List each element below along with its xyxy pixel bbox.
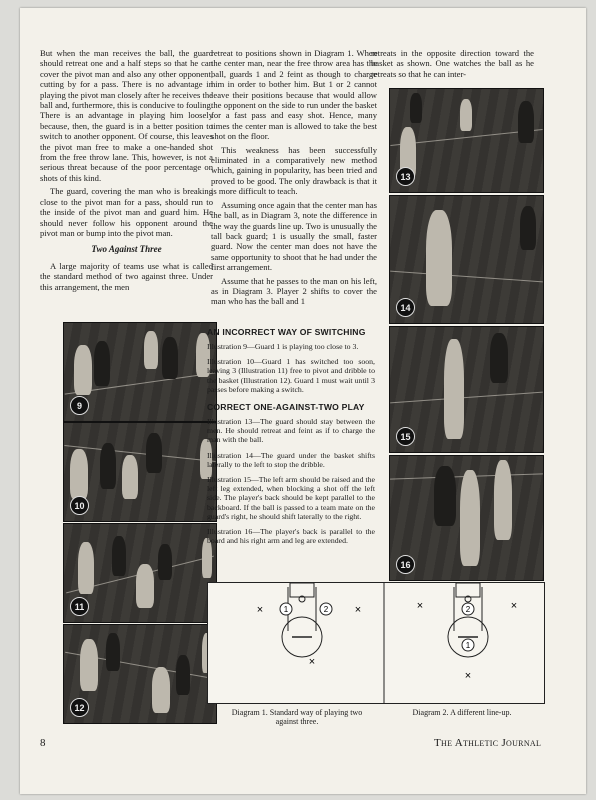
col2-paragraph-2: This weakness has been successfully eliminated in a comparatively new method which, gaining in popularity, has been tried and proved to be good. The only drawback is that it is more difficult to teach. — [211, 144, 377, 197]
d2-opponent-center: × — [464, 670, 472, 682]
illustration-14-photo — [389, 195, 544, 324]
d1-guard-label-a: 1 — [283, 605, 289, 614]
d2-opponent-right: × — [510, 600, 518, 612]
illustration-number-15: 15 — [396, 427, 415, 446]
column-3 — [371, 48, 534, 82]
d1-opponent-center: × — [308, 656, 316, 668]
illustration-number-14: 14 — [396, 298, 415, 317]
illustration-13-photo — [389, 88, 544, 193]
d2-guard-label-b: 1 — [465, 641, 471, 650]
col3-paragraph-1: retreats in the opposite direction toward the basket as shown. One watches the ball as he retreats so that he can inter- — [371, 48, 534, 79]
caption-heading-incorrect-switching: AN INCORRECT WAY OF SWITCHING — [207, 327, 366, 337]
illustration-11-photo — [63, 523, 217, 623]
diagram-2-caption: Diagram 2. A different line-up. — [412, 708, 512, 717]
caption-illustration-9: Illustration 9—Guard 1 is playing too close to 3. — [207, 342, 359, 351]
illustration-number-12: 12 — [70, 698, 89, 717]
col1-paragraph-2: The guard, covering the man who is breaking close to the pivot man for a pass, should run to the inside of the pivot man and guard him. He should never follow his opponent around the pivot man or bump into the pivot man. — [40, 186, 213, 238]
d1-guard-label-b: 2 — [323, 605, 329, 614]
illustration-number-11: 11 — [70, 597, 89, 616]
column-2 — [211, 48, 377, 310]
illustration-number-16: 16 — [396, 555, 415, 574]
caption-illustration-10: Illustration 10—Guard 1 has switched too soon, leaving 3 (Illustration 11) free to pivot and dribble to the basket (Illustration 12). Guard 1 must wait until 3 passes before making a switch. — [207, 357, 375, 394]
diagrams-box — [207, 582, 545, 704]
col1-paragraph-1: But when the man receives the ball, the guard should retreat one and a half steps so that he can cover the pivot man and also any other opponent, cutting by for a pass. There is no advantage in playing the pivot man closely after he receives the ball and, furthermore, this is conducive to fouling. There is an advantage in playing him loosely because, then, the guard is in a better position to switch to another opponent. Of course, this leaves the pivot man free to make a one-handed shot from the free throw lane. This, however, is not a serious threat because of the poor percentage on shots of this kind. — [40, 48, 213, 183]
d2-guard-label-a: 2 — [465, 605, 471, 614]
illustration-9-photo — [63, 322, 217, 422]
illustration-number-13: 13 — [396, 167, 415, 186]
illustration-10-photo — [63, 422, 217, 522]
caption-illustration-16: Illustration 16—The player's back is parallel to the board and his right arm and leg are extended. — [207, 527, 375, 546]
col2-paragraph-1: retreat to positions shown in Diagram 1. When the center man, near the free throw area has the ball, guards 1 and 2 feint as though to charge him in order to bother him. But 1 or 2 cannot leave their positions because that would allow the opponent on the side to run under the basket for a fast pass and easy shot. Hence, many times the center man is allowed to take the best shot on the floor. — [211, 48, 377, 142]
illustration-captions — [207, 327, 375, 551]
diagram-1 — [257, 583, 361, 668]
illustration-15-photo — [389, 326, 544, 453]
column-1 — [40, 48, 213, 295]
diagram-2 — [417, 583, 517, 682]
illustration-12-photo — [63, 624, 217, 724]
illustration-number-9: 9 — [70, 396, 89, 415]
caption-illustration-14: Illustration 14—The guard under the basket shifts laterally to the left to stop the dribble. — [207, 450, 375, 469]
col2-paragraph-3: Assuming once again that the center man has the ball, as in Diagram 3, note the difference in the way the guards line up. Two is unusually the tall back guard; 1 is usually the small, faster guard. Now the center man does not have the same opportunity to shoot that he had under the first arrangement. — [211, 199, 377, 273]
caption-heading-correct-play: CORRECT ONE-AGAINST-TWO PLAY — [207, 402, 365, 413]
page-number: 8 — [40, 737, 46, 749]
court-diagrams — [208, 583, 544, 703]
journal-title: The Athletic Journal — [434, 737, 542, 749]
col1-paragraph-3: A large majority of teams use what is called the standard method of two against three. Under this arrangement, the men — [40, 260, 213, 292]
subheading-two-against-three: Two Against Three — [91, 244, 162, 255]
caption-illustration-15: Illustration 15—The left arm should be raised and the left leg extended, when blocking a shot off the left side. The player's back should be kept parallel to the backboard. If the ball is passed to a team mate on the guard's right, he should shift laterally to the right. — [207, 475, 375, 521]
d1-opponent-right: × — [354, 604, 362, 616]
caption-illustration-13: Illustration 13—The guard should stay between the men. He should retreat and feint as if to charge the man with the ball. — [207, 417, 375, 445]
diagram-1-caption: Diagram 1. Standard way of playing two against three. — [231, 708, 363, 726]
d1-opponent-left: × — [256, 604, 264, 616]
illustration-16-photo — [389, 455, 544, 581]
illustration-number-10: 10 — [70, 496, 89, 515]
col2-paragraph-4: Assume that he passes to the man on his left, as in Diagram 3. Player 2 shifts to cover the man who has the ball and 1 — [211, 275, 377, 307]
d2-opponent-left: × — [416, 600, 424, 612]
